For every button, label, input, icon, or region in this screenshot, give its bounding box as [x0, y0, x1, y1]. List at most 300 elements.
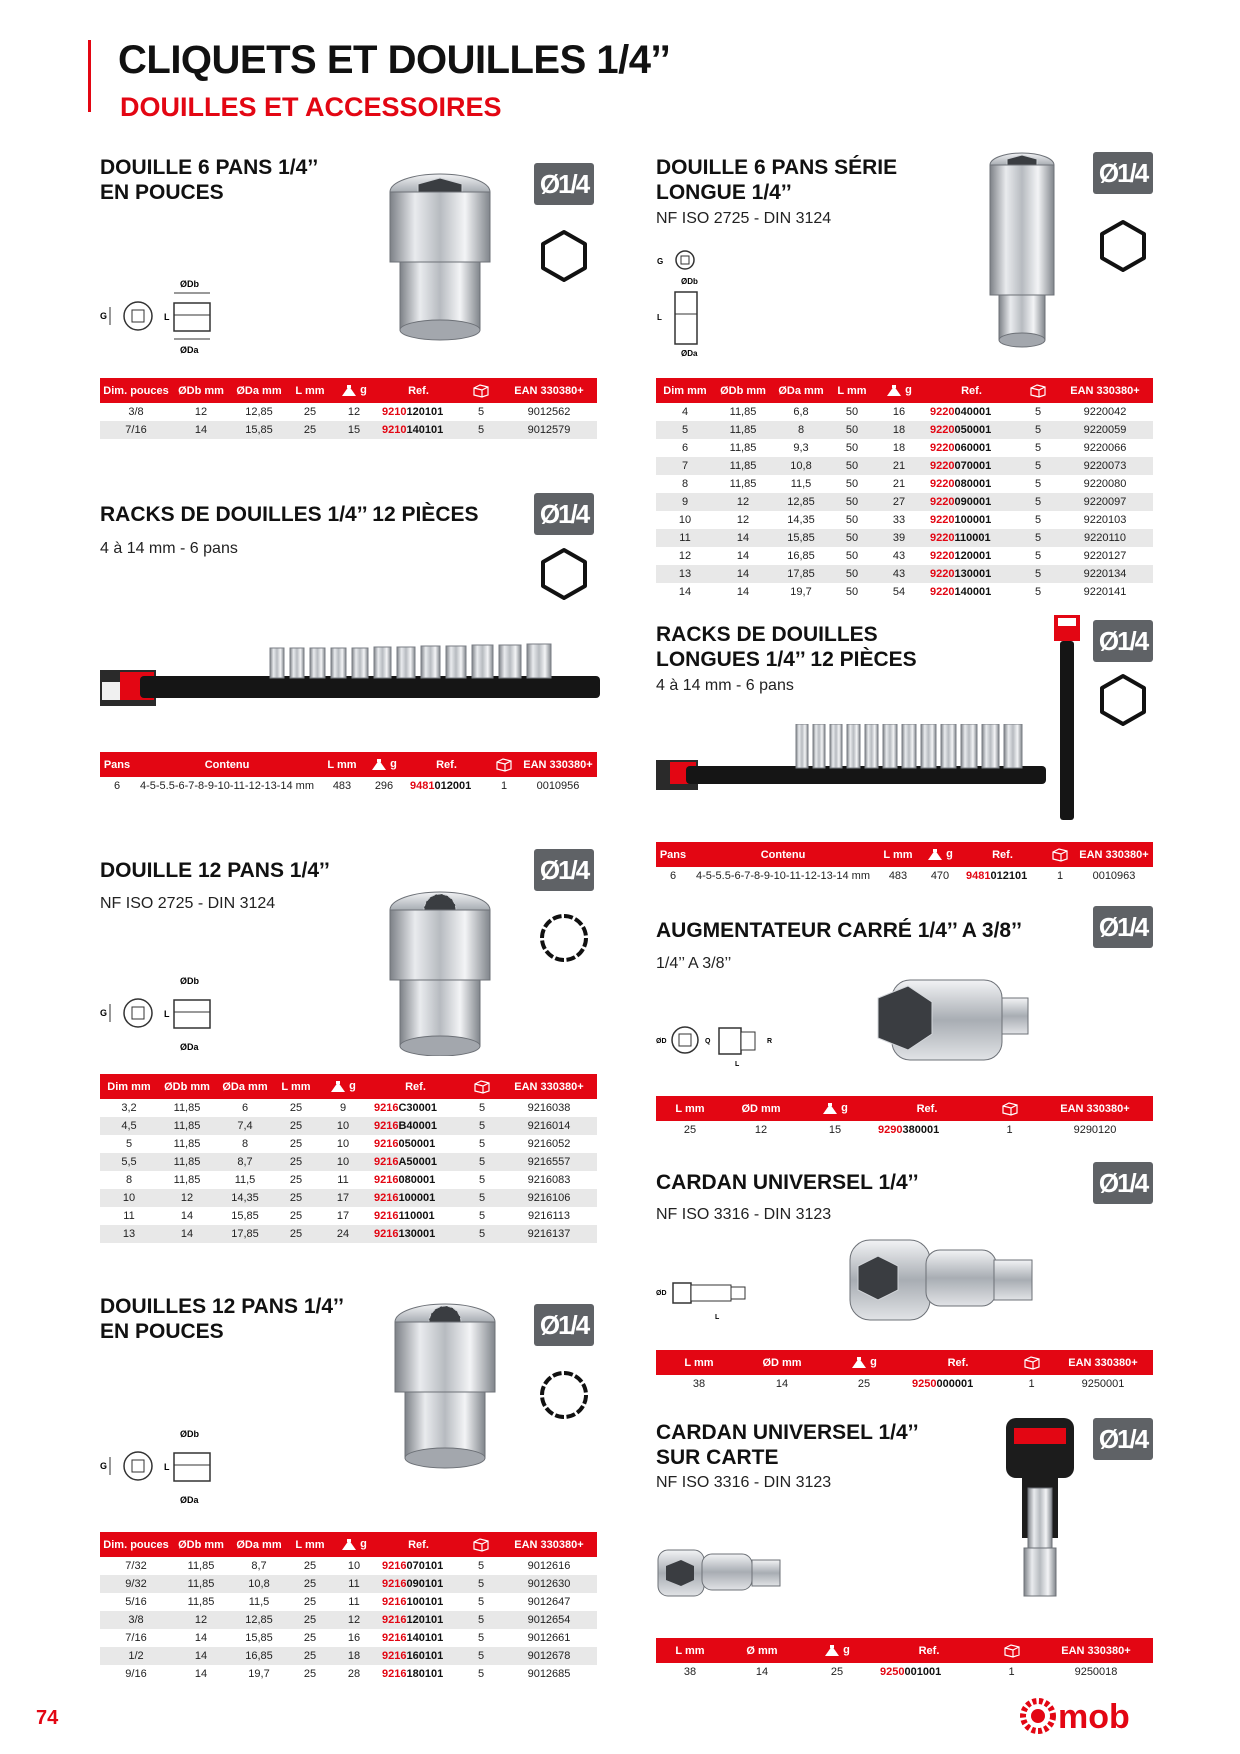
table-cell: 9220080: [1083, 478, 1127, 490]
table-racks-12-pieces: [100, 752, 597, 795]
page-number: 74: [36, 1707, 59, 1729]
table-cell: 50: [830, 421, 874, 439]
table-cell: 25: [288, 1575, 332, 1593]
table-cell: 9220110: [1057, 529, 1153, 547]
table-cell: 5: [656, 421, 714, 439]
table-cell: 1: [1028, 1378, 1035, 1390]
table-row: [656, 1663, 1153, 1681]
section-title-douille-6-pans-pouces: DOUILLE 6 PANS 1/4’’ EN POUCES: [100, 156, 319, 204]
ref-cell: 9220120001: [930, 550, 992, 562]
table-cell: 16: [892, 406, 906, 418]
table-cell: 11,85: [158, 1153, 216, 1171]
table-cell: 15,85: [245, 1632, 273, 1644]
table-cell: 9012654: [501, 1611, 597, 1629]
table-cell: 470: [930, 870, 950, 882]
table-cell: 14: [194, 1632, 208, 1644]
table-cell: 25: [683, 1124, 697, 1136]
table-cell: 1: [1056, 870, 1064, 882]
table-cell: 3/8: [128, 406, 144, 418]
table-cell: 14: [194, 1668, 208, 1680]
table-cell: 25: [303, 1596, 317, 1608]
table-cell: 9220059: [1057, 421, 1153, 439]
column-header: L mm: [656, 1638, 724, 1663]
table-cell: 5: [477, 1668, 485, 1680]
table-cell: 296: [374, 780, 394, 792]
column-header: L mm: [288, 378, 332, 403]
column-header: Ref.: [874, 1638, 984, 1663]
diagram-label-q: Q: [705, 1038, 711, 1045]
table-cell: 11: [337, 1174, 349, 1186]
table-cell: 25: [857, 1378, 871, 1390]
ref-cell: 9250001001: [880, 1666, 942, 1678]
table-cell: 7/32: [125, 1560, 147, 1572]
ref-cell: 9220060001: [930, 442, 992, 454]
section-title-douille-12-pans: DOUILLE 12 PANS 1/4’’: [100, 859, 330, 882]
column-header: Ref.: [404, 752, 489, 777]
column-header: EAN 330380+: [519, 752, 597, 777]
ref-cell: 9216110001: [374, 1210, 435, 1222]
table-cell: 3,2: [121, 1102, 137, 1114]
table-cell: 9220097: [1057, 493, 1153, 511]
ref-cell: 9220040001: [930, 406, 992, 418]
table-cell: 25: [303, 1560, 317, 1572]
table-cell: 16,85: [230, 1647, 288, 1665]
table-cell: 12: [347, 406, 361, 418]
table-cell: 50: [845, 442, 859, 454]
table-cell: 11: [123, 1210, 135, 1222]
diagram-label-l: L: [735, 1061, 740, 1068]
table-cell: 9220103: [1083, 514, 1127, 526]
table-cell: 5: [1019, 421, 1057, 439]
table-cell: 17: [336, 1210, 350, 1222]
adapter-photo: [862, 968, 1032, 1068]
ref-cell: 9481012101: [966, 870, 1028, 882]
column-header: g: [318, 1074, 368, 1099]
table-cell: 6,8: [793, 406, 809, 418]
carded-universal-joint-photo: [1000, 1418, 1080, 1608]
table-cell: 54: [892, 586, 906, 598]
table-cell: 12: [172, 1611, 230, 1629]
table-cell: 18: [892, 442, 906, 454]
diagram-label-l: L: [715, 1314, 720, 1321]
long-socket-photo: [985, 150, 1060, 350]
table-cell: 25: [303, 1632, 317, 1644]
table-cell: 14,35: [787, 514, 815, 526]
table-cell: 16: [347, 1632, 361, 1644]
table-cell: 9: [339, 1102, 347, 1114]
column-header: Dim mm: [100, 1074, 158, 1099]
table-cell: 5: [461, 421, 501, 439]
diagram-label-g: G: [657, 257, 664, 266]
table-row: [100, 1135, 597, 1153]
table-cell: 19,7: [248, 1668, 270, 1680]
table-cell: 9012647: [527, 1596, 571, 1608]
table-cell: 4: [681, 406, 689, 418]
table-row: [100, 1593, 597, 1611]
column-header: g: [332, 1532, 376, 1557]
package-icon: [472, 1538, 490, 1552]
table-cell: 4-5-5.5-6-7-8-9-10-11-12-13-14 mm: [139, 780, 315, 792]
ref-cell: 9220140001: [930, 586, 992, 598]
mob-brand-logo: [1020, 1698, 1170, 1734]
table-cell: 5: [478, 1138, 486, 1150]
universal-joint-photo: [840, 1220, 1050, 1330]
table-cell: 9/32: [100, 1575, 172, 1593]
ref-cell: 9220070001: [924, 457, 1019, 475]
table-cell: 5: [1034, 478, 1042, 490]
size-1-4-badge-icon: Ø1/4: [534, 163, 594, 205]
section-title-cardan-sur-carte: CARDAN UNIVERSEL 1/4’’ SUR CARTE: [656, 1421, 919, 1469]
table-row: [100, 1117, 597, 1135]
table-cell: 14: [172, 1647, 230, 1665]
weight-icon: [927, 849, 943, 861]
weight-icon: [851, 1357, 867, 1369]
diagram-label-r: R: [767, 1038, 773, 1045]
ref-cell: 9216120101: [376, 1611, 461, 1629]
table-row: [100, 1575, 597, 1593]
ref-cell: 9216100101: [382, 1596, 444, 1608]
table-cell: 9216113: [527, 1210, 570, 1222]
table-cell: 25: [289, 1102, 303, 1114]
diagram-label-da: ØDa: [180, 1495, 199, 1505]
ref-cell: 9220050001: [924, 421, 1019, 439]
table-cell: 50: [830, 565, 874, 583]
ref-cell: 9481012001: [410, 780, 472, 792]
table-cell: 14: [714, 529, 772, 547]
table-cell: 14: [158, 1225, 216, 1243]
ref-cell: 9216A50001: [368, 1153, 463, 1171]
table-cell: 15,85: [230, 421, 288, 439]
column-header: L mm: [288, 1532, 332, 1557]
table-cell: 9290120: [1073, 1124, 1117, 1136]
table-cell: 13: [100, 1225, 158, 1243]
long-socket-dimension-diagram: [655, 248, 715, 358]
table-cell: 3/8: [100, 1611, 172, 1629]
table-cell: 11: [348, 1596, 360, 1608]
column-header: ØDa mm: [230, 378, 288, 403]
table-cell: 6: [681, 442, 689, 454]
12-point-socket-dimension-diagram: [98, 972, 228, 1052]
table-row: [100, 1611, 597, 1629]
table-cell: 5: [477, 1560, 485, 1572]
table-row: [100, 1647, 597, 1665]
column-header: ØDb mm: [158, 1074, 216, 1099]
table-cell: 8: [772, 421, 830, 439]
table-cell: 12: [194, 406, 208, 418]
ref-cell: 9216100001: [368, 1189, 463, 1207]
table-cell: 5: [463, 1153, 501, 1171]
small-universal-joint-photo: [656, 1540, 786, 1600]
table-cell: 5: [461, 1611, 501, 1629]
table-cell: 4,5: [100, 1117, 158, 1135]
table-row: [656, 439, 1153, 457]
ref-cell: 9216050001: [374, 1138, 436, 1150]
hex-6-point-icon: [1093, 216, 1153, 276]
section-desc-s6: 1/4’’ A 3/8’’: [656, 955, 732, 972]
table-cell: 9220127: [1083, 550, 1127, 562]
package-icon: [472, 384, 490, 398]
table-douille-12-pans: [100, 1074, 597, 1243]
table-row: [100, 1225, 597, 1243]
diagram-label-g: G: [100, 311, 108, 321]
package-icon: [1051, 848, 1069, 862]
column-header: L mm: [830, 378, 874, 403]
column-header: Pans: [656, 842, 690, 867]
table-cell: 9012579: [501, 421, 597, 439]
section-title-douille-6-pans-longue: DOUILLE 6 PANS SÉRIE LONGUE 1/4’’: [656, 156, 898, 204]
socket-photo: [378, 170, 503, 342]
hex-6-point-icon: [1093, 670, 1153, 730]
table-row: [656, 583, 1153, 601]
table-cell: 9250001: [1081, 1378, 1125, 1390]
table-cell: 25: [274, 1189, 318, 1207]
table-cell: 5: [478, 1102, 486, 1114]
table-cell: 11: [332, 1575, 376, 1593]
column-header: [984, 1638, 1039, 1663]
table-augmentateur: [656, 1096, 1153, 1139]
section-desc-s2: NF ISO 2725 - DIN 3124: [656, 210, 832, 227]
section-title-douilles-12-pans-pouces: DOUILLES 12 PANS 1/4’’ EN POUCES: [100, 1295, 344, 1343]
table-cell: 5: [1019, 565, 1057, 583]
diagram-label-da: ØDa: [180, 345, 199, 355]
table-cell: 12: [714, 493, 772, 511]
table-cell: 10: [347, 1560, 361, 1572]
table-row: [656, 511, 1153, 529]
table-cell: 10: [318, 1153, 368, 1171]
table-cell: 14: [775, 1378, 789, 1390]
table-cell: 11,85: [714, 457, 772, 475]
section-title-racks-12-pieces: RACKS DE DOUILLES 1/4’’ 12 PIÈCES: [100, 503, 479, 526]
table-cell: 25: [288, 1647, 332, 1665]
table-cell: 12: [754, 1124, 768, 1136]
table-cell: 9216014: [501, 1117, 597, 1135]
weight-icon: [822, 1103, 838, 1115]
column-header: g: [822, 1350, 906, 1375]
diagram-label-db: ØDb: [681, 277, 698, 286]
table-cell: 5,5: [100, 1153, 158, 1171]
ref-cell: 9220080001: [930, 478, 992, 490]
table-cell: 8,7: [251, 1560, 267, 1572]
section-desc-s9: NF ISO 3316 - DIN 3123: [656, 1474, 832, 1491]
table-cell: 5: [1019, 493, 1057, 511]
table-cell: 13: [656, 565, 714, 583]
column-header: L mm: [320, 752, 364, 777]
column-header: [1045, 842, 1075, 867]
ref-cell: 9216180101: [382, 1668, 444, 1680]
page-title: CLIQUETS ET DOUILLES 1/4’’: [118, 38, 671, 82]
table-cell: 38: [683, 1666, 697, 1678]
table-racks-longues: [656, 842, 1153, 885]
table-cell: 7: [656, 457, 714, 475]
size-1-4-badge-icon: Ø1/4: [534, 493, 594, 535]
table-cell: 14,35: [216, 1189, 274, 1207]
table-cell: 25: [303, 406, 317, 418]
column-header: Ref.: [924, 378, 1019, 403]
column-header: ØDb mm: [172, 1532, 230, 1557]
table-row: [656, 547, 1153, 565]
table-cell: 9216083: [527, 1174, 571, 1186]
table-cell: 14: [755, 1666, 769, 1678]
table-cell: 8,7: [216, 1153, 274, 1171]
table-cell: 6: [669, 870, 677, 882]
diagram-label-db: ØDb: [180, 976, 199, 986]
weight-icon: [341, 385, 357, 397]
table-cell: 5: [1034, 406, 1042, 418]
table-row: [100, 1665, 597, 1683]
weight-icon: [824, 1645, 840, 1657]
ref-cell: 9216B40001: [368, 1117, 463, 1135]
diagram-label-db: ØDb: [180, 1429, 199, 1439]
column-header: EAN 330380+: [1075, 842, 1153, 867]
table-cell: 11,85: [173, 1138, 201, 1150]
table-cell: 50: [845, 550, 859, 562]
table-cell: 10: [336, 1138, 350, 1150]
table-cell: 25: [288, 1611, 332, 1629]
page-subtitle: DOUILLES ET ACCESSOIRES: [120, 92, 502, 122]
size-1-4-badge-icon: Ø1/4: [1093, 1418, 1153, 1460]
ref-cell: 9220110001: [924, 529, 1019, 547]
column-header: Ref.: [872, 1096, 982, 1121]
weight-icon: [330, 1081, 346, 1093]
column-header: EAN 330380+: [1053, 1350, 1153, 1375]
table-cell: 27: [874, 493, 924, 511]
table-cell: 9216557: [501, 1153, 597, 1171]
table-cell: 5: [463, 1189, 501, 1207]
table-row: [100, 421, 597, 439]
table-cell: 5: [1034, 586, 1042, 598]
size-1-4-badge-icon: Ø1/4: [1093, 620, 1153, 662]
table-cell: 12: [158, 1189, 216, 1207]
column-header: Ref.: [376, 378, 461, 403]
table-cell: 11,85: [158, 1117, 216, 1135]
column-header: [1010, 1350, 1053, 1375]
table-cell: 25: [303, 1668, 317, 1680]
table-cell: 9216106: [501, 1189, 597, 1207]
table-cell: 17,85: [216, 1225, 274, 1243]
12-point-socket-photo: [380, 888, 500, 1056]
long-socket-rack-photo: [656, 724, 1046, 794]
table-row: [656, 529, 1153, 547]
table-cell: 10: [100, 1189, 158, 1207]
column-header: Dim. pouces: [100, 1532, 172, 1557]
table-cardan-sur-carte: [656, 1638, 1153, 1681]
table-cell: 14: [678, 586, 692, 598]
table-cell: 14: [714, 565, 772, 583]
table-cell: 24: [318, 1225, 368, 1243]
table-cell: 25: [289, 1210, 303, 1222]
table-cell: 14: [180, 1210, 194, 1222]
column-header: g: [332, 378, 376, 403]
size-1-4-badge-icon: Ø1/4: [1093, 906, 1153, 948]
size-1-4-badge-icon: Ø1/4: [534, 1304, 594, 1346]
table-cell: 25: [274, 1153, 318, 1171]
table-cell: 10,8: [772, 457, 830, 475]
table-cell: 9220042: [1083, 406, 1127, 418]
ref-cell: 9216090101: [376, 1575, 461, 1593]
table-cell: 50: [830, 493, 874, 511]
12-point-star-icon: [534, 908, 594, 968]
table-cell: 5: [1034, 514, 1042, 526]
table-cell: 9216038: [527, 1102, 571, 1114]
table-cell: 28: [347, 1668, 361, 1680]
table-cell: 6: [113, 780, 121, 792]
table-cell: 5: [477, 1632, 485, 1644]
column-header: L mm: [656, 1096, 724, 1121]
table-cell: 9220141: [1083, 586, 1127, 598]
table-row: [656, 1121, 1153, 1139]
weight-icon: [371, 759, 387, 771]
table-cell: 483: [332, 780, 352, 792]
column-header: [489, 752, 519, 777]
ref-cell: 9250000001: [912, 1378, 974, 1390]
column-header: Contenu: [134, 752, 320, 777]
table-cell: 7/16: [125, 1632, 147, 1644]
table-cell: 9: [656, 493, 714, 511]
column-header: Ref.: [906, 1350, 1010, 1375]
package-icon: [1003, 1644, 1021, 1658]
table-cell: 15,85: [772, 529, 830, 547]
column-header: Contenu: [690, 842, 876, 867]
table-cell: 11,85: [729, 406, 757, 418]
package-icon: [1029, 384, 1047, 398]
brand-wordmark: mob: [1058, 1698, 1130, 1734]
table-cell: 18: [332, 1647, 376, 1665]
table-cardan: [656, 1350, 1153, 1393]
table-cell: 11,85: [729, 478, 757, 490]
column-header: g: [800, 1638, 874, 1663]
table-cell: 25: [274, 1225, 318, 1243]
table-cell: 15,85: [231, 1210, 259, 1222]
table-cell: 12: [332, 1611, 376, 1629]
diagram-label-db: ØDb: [180, 279, 199, 289]
table-cell: 50: [830, 529, 874, 547]
table-cell: 9220073: [1057, 457, 1153, 475]
table-cell: 25: [289, 1138, 303, 1150]
table-row: [100, 403, 597, 421]
table-cell: 17,85: [772, 565, 830, 583]
table-cell: 9012616: [527, 1560, 571, 1572]
table-cell: 9250018: [1074, 1666, 1118, 1678]
table-cell: 8: [241, 1138, 249, 1150]
size-1-4-badge-icon: Ø1/4: [534, 849, 594, 891]
table-cell: 11,85: [187, 1596, 215, 1608]
ref-cell: 9216080001: [374, 1174, 436, 1186]
table-cell: 11,5: [790, 478, 812, 490]
long-rack-vertical-photo: [1050, 615, 1086, 820]
table-row: [100, 1099, 597, 1117]
table-cell: 33: [892, 514, 906, 526]
table-cell: 8: [125, 1174, 133, 1186]
column-header: g: [920, 842, 960, 867]
table-cell: 5: [463, 1225, 501, 1243]
table-cell: 5: [1034, 550, 1042, 562]
ref-cell: 9220100001: [930, 514, 992, 526]
section-desc-s4: 4 à 14 mm - 6 pans: [656, 677, 794, 694]
table-cell: 9012661: [527, 1632, 571, 1644]
table-cell: 15: [332, 421, 376, 439]
table-cell: 25: [289, 1174, 303, 1186]
column-header: g: [364, 752, 404, 777]
table-cell: 50: [845, 406, 859, 418]
table-row: [656, 403, 1153, 421]
table-cell: 43: [874, 565, 924, 583]
table-row: [656, 1375, 1153, 1393]
section-title-cardan: CARDAN UNIVERSEL 1/4’’: [656, 1171, 919, 1194]
table-cell: 483: [888, 870, 908, 882]
table-cell: 5: [478, 1174, 486, 1186]
table-cell: 5: [461, 1575, 501, 1593]
socket-rack-photo: [100, 640, 600, 720]
